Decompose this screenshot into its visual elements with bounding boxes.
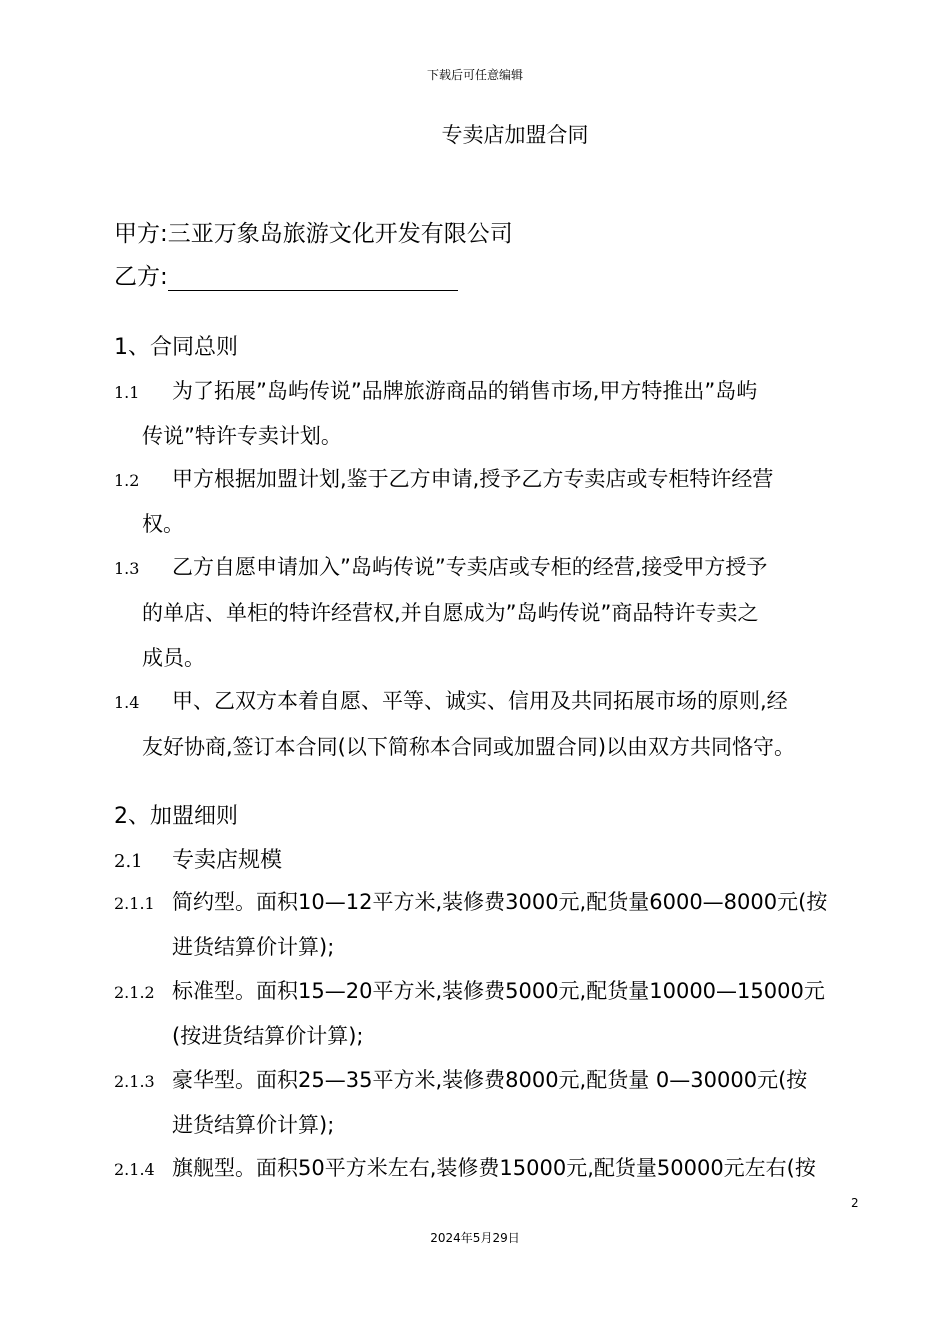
clause-2-1-3-line-1: 2.1.3 豪华型。面积25—35平方米,装修费8000元,配货量 0—30000元(按	[114, 1068, 808, 1092]
party-b-label: 乙方:	[114, 264, 168, 290]
document-title: 专卖店加盟合同	[441, 123, 589, 147]
clause-1-4-line-1: 1.4 甲、乙双方本着自愿、平等、诚实、信用及共同拓展市场的原则,经	[114, 689, 788, 713]
party-b	[114, 258, 458, 291]
clause-number: 1.1	[114, 383, 140, 402]
section-1-heading: 1、合同总则	[114, 335, 238, 360]
page-number: 2	[851, 1196, 859, 1210]
clause-1-1-line-2: 传说”特许专卖计划。	[142, 424, 342, 448]
clause-1-2-line-1: 1.2 甲方根据加盟计划,鉴于乙方申请,授予乙方专卖店或专柜特许经营	[114, 467, 774, 491]
clause-2-1-3-line-2: 进货结算价计算);	[172, 1113, 335, 1137]
clause-number: 1.4	[114, 693, 140, 712]
clause-1-3-line-3: 成员。	[142, 646, 205, 670]
clause-number: 2.1.2	[114, 983, 155, 1002]
clause-number: 1.2	[114, 471, 140, 490]
clause-number: 2.1.1	[114, 894, 155, 913]
clause-number: 2.1.3	[114, 1072, 155, 1091]
party-a: 甲方:三亚万象岛旅游文化开发有限公司	[114, 221, 513, 247]
clause-2-1-2-line-2: (按进货结算价计算);	[172, 1024, 364, 1048]
clause-2-1-2-line-1: 2.1.2 标准型。面积15—20平方米,装修费5000元,配货量10000—15000元	[114, 979, 825, 1003]
clause-1-3-line-2: 的单店、单柜的特许经营权,并自愿成为”岛屿传说”商品特许专卖之	[142, 601, 759, 625]
clause-number: 2.1	[114, 851, 143, 872]
clause-2-1-4-line-1: 2.1.4 旗舰型。面积50平方米左右,装修费15000元,配货量50000元左右(按	[114, 1156, 816, 1180]
clause-2-1-1-line-2: 进货结算价计算);	[172, 935, 335, 959]
clause-1-1-line-1: 1.1 为了拓展”岛屿传说”品牌旅游商品的销售市场,甲方特推出”岛屿	[114, 379, 758, 403]
clause-1-3-line-1: 1.3 乙方自愿申请加入”岛屿传说”专卖店或专柜的经营,接受甲方授予	[114, 555, 768, 579]
clause-1-4-line-2: 友好协商,签订本合同(以下简称本合同或加盟合同)以由双方共同恪守。	[142, 735, 796, 759]
clause-2-1-1-line-1: 2.1.1 简约型。面积10—12平方米,装修费3000元,配货量6000—8000元(按	[114, 890, 828, 914]
section-2-heading: 2、加盟细则	[114, 804, 238, 829]
party-b-blank-line	[168, 268, 458, 291]
section-2-1-heading: 2.1 专卖店规模	[114, 848, 283, 873]
header-note: 下载后可任意编辑	[426, 68, 523, 82]
clause-1-2-line-2: 权。	[142, 512, 184, 536]
clause-number: 1.3	[114, 559, 140, 578]
footer-date: 2024年5月29日	[430, 1231, 520, 1245]
clause-number: 2.1.4	[114, 1160, 155, 1179]
